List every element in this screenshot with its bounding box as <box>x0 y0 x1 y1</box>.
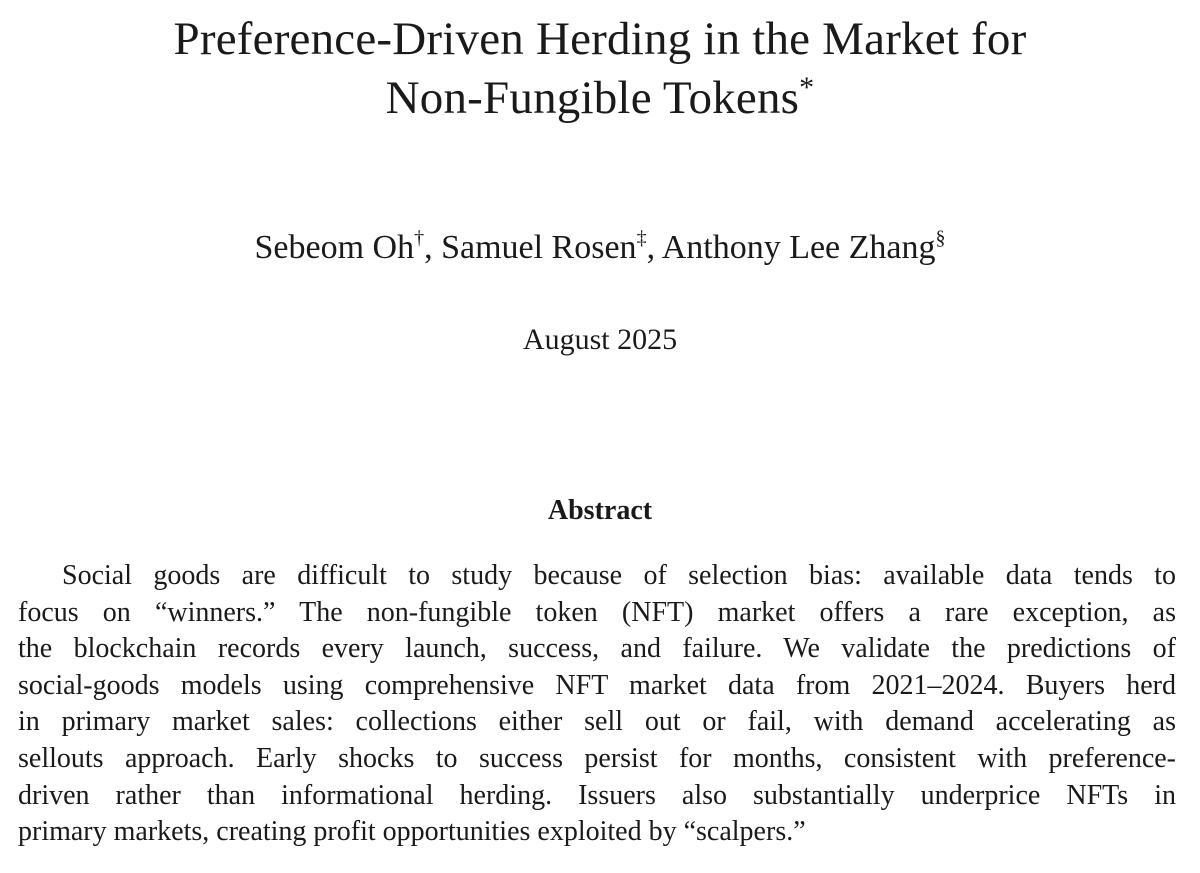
title-footnote-mark: * <box>799 71 815 104</box>
author-footnote-mark: § <box>935 227 946 249</box>
paper-title-line-2 <box>40 69 1160 128</box>
paper-title <box>40 10 1160 128</box>
abstract-line: the blockchain records every launch, success, and failure. We validate the predictions of <box>18 633 1176 665</box>
abstract-line: Social goods are difficult to study because of selection bias: available data tends to <box>62 560 1176 591</box>
author-footnote-mark: ‡ <box>636 227 647 249</box>
abstract-heading: Abstract <box>547 495 653 526</box>
paper-title-line-2-text: Non-Fungible Tokens <box>385 72 800 124</box>
abstract-line: in primary market sales: collections either sell out or fail, with demand accelerating as <box>18 706 1176 738</box>
abstract-line: social-goods models using comprehensive NFT market data from 2021–2024. Buyers herd <box>18 669 1176 701</box>
publication-date: August 2025 <box>522 323 678 356</box>
author-footnote-mark: † <box>414 227 425 249</box>
abstract-line: sellouts approach. Early shocks to success persist for months, consistent with preference- <box>18 742 1176 774</box>
abstract-line: focus on “winners.” The non-fungible token (NFT) market offers a rare exception, as <box>18 596 1176 628</box>
author-name: Sebeom Oh <box>254 229 415 266</box>
author-name: Anthony Lee Zhang <box>661 229 936 266</box>
abstract-line: driven rather than informational herding. Issuers also substantially underprice NFTs in <box>18 779 1176 811</box>
author-separator: , <box>646 229 662 266</box>
author-name: Samuel Rosen <box>441 229 637 266</box>
abstract-text <box>18 558 1176 851</box>
author-list <box>40 226 1160 270</box>
abstract-line: primary markets, creating profit opportunities exploited by “scalpers.” <box>18 816 806 848</box>
paper-title-line-1: Preference-Driven Herding in the Market for <box>173 13 1027 65</box>
author-separator: , <box>424 229 442 266</box>
